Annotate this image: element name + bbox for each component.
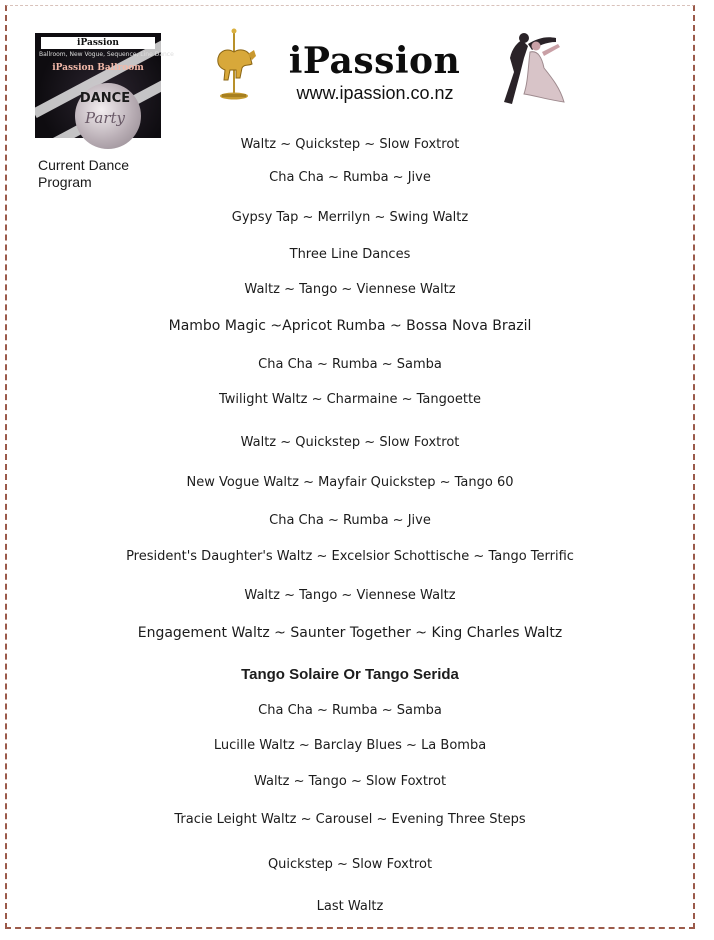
program-item: President's Daughter's Waltz ~ Excelsior Schottische ~ Tango Terrific: [126, 549, 574, 564]
program-item: Cha Cha ~ Rumba ~ Jive: [269, 513, 431, 528]
program-item: Last Waltz: [316, 899, 384, 914]
program-item: Lucille Waltz ~ Barclay Blues ~ La Bomba: [213, 738, 487, 753]
program-item: Tango Solaire Or Tango Serida: [241, 666, 459, 683]
dance-party-logo: [35, 33, 174, 138]
program-item: Waltz ~ Tango ~ Slow Foxtrot: [253, 774, 447, 789]
logo-party-word: Party: [84, 109, 126, 127]
program-item: Engagement Waltz ~ Saunter Together ~ King Charles Waltz: [137, 625, 563, 641]
program-item: Tracie Leight Waltz ~ Carousel ~ Evening Three Steps: [174, 812, 526, 827]
logo-brand: iPassion: [41, 37, 155, 49]
program-item: Waltz ~ Tango ~ Viennese Waltz: [244, 282, 456, 297]
program-item: New Vogue Waltz ~ Mayfair Quickstep ~ Tango 60: [186, 475, 514, 490]
carousel-horse-icon: [208, 28, 260, 102]
program-item: Cha Cha ~ Rumba ~ Jive: [269, 170, 431, 185]
program-item: Waltz ~ Tango ~ Viennese Waltz: [244, 588, 456, 603]
logo-dance-word: DANCE: [79, 91, 131, 106]
program-item: Waltz ~ Quickstep ~ Slow Foxtrot: [240, 435, 460, 450]
brand-title: iPassion: [288, 40, 461, 82]
program-item: Gypsy Tap ~ Merrilyn ~ Swing Waltz: [231, 210, 469, 225]
program-item: Cha Cha ~ Rumba ~ Samba: [258, 703, 442, 718]
ballroom-dancers-icon: [484, 28, 566, 108]
program-label: Current Dance Program: [38, 157, 130, 190]
program-item: Three Line Dances: [289, 247, 411, 262]
program-item: Quickstep ~ Slow Foxtrot: [267, 857, 433, 872]
program-item: Twilight Waltz ~ Charmaine ~ Tangoette: [218, 392, 482, 407]
logo-subtitle: Ballroom, New Vogue, Sequence, Line Dance: [39, 51, 174, 58]
brand-url: www.ipassion.co.nz: [296, 83, 454, 103]
program-item: Mambo Magic ~Apricot Rumba ~ Bossa Nova Brazil: [168, 318, 532, 334]
program-item: Waltz ~ Quickstep ~ Slow Foxtrot: [240, 137, 460, 152]
logo-event-name: iPassion Ballroom: [52, 63, 144, 73]
program-item: Cha Cha ~ Rumba ~ Samba: [258, 357, 442, 372]
